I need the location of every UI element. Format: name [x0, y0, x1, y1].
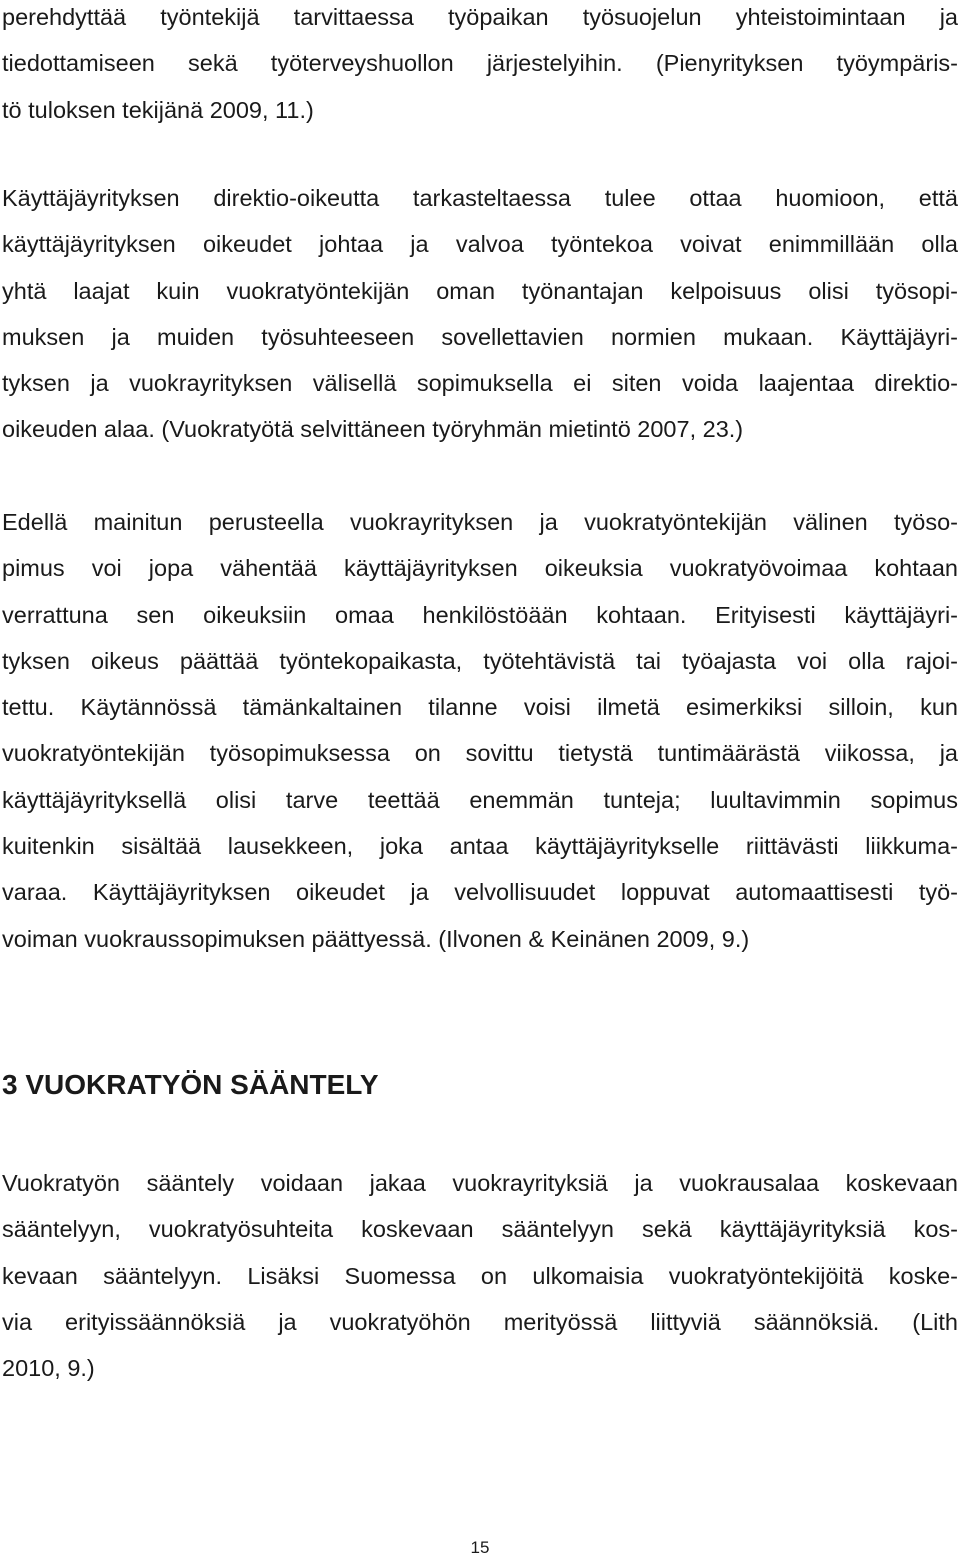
text-line: kuitenkin sisältää lausekkeen, joka antaa käyttäjäyritykselle riittävästi liikkuma- [2, 833, 958, 860]
text-line: muksen ja muiden työsuhteeseen sovellettavien normien mukaan. Käyttäjäyri- [2, 323, 958, 350]
text-line: käyttäjäyrityksellä olisi tarve teettää enemmän tunteja; luultavimmin sopimus [2, 786, 958, 813]
paragraph-1 [2, 0, 958, 133]
text-line: vuokratyöntekijän työsopimuksessa on sovittu tietystä tuntimäärästä viikossa, ja [2, 740, 958, 767]
paragraph-2 [2, 175, 958, 453]
text-line: perehdyttää työntekijä tarvittaessa työpaikan työsuojelun yhteistoimintaan ja [2, 4, 958, 30]
section-paragraph [2, 1160, 958, 1391]
text-line: Edellä mainitun perusteella vuokrayrityksen ja vuokratyöntekijän välinen työso- [2, 509, 958, 535]
text-line: via erityissäännöksiä ja vuokratyöhön merityössä liittyviä säännöksiä. (Lith [2, 1308, 958, 1335]
text-line: sääntelyyn, vuokratyösuhteita koskevaan sääntelyyn sekä käyttäjäyrityksiä kos- [2, 1216, 958, 1243]
text-line: varaa. Käyttäjäyrityksen oikeudet ja velvollisuudet loppuvat automaattisesti työ- [2, 879, 958, 906]
text-line: Käyttäjäyrityksen direktio-oikeutta tarkasteltaessa tulee ottaa huomioon, että [2, 185, 958, 211]
text-line: tettu. Käytännössä tämänkaltainen tilanne voisi ilmetä esimerkiksi silloin, kun [2, 694, 958, 721]
text-line: tyksen ja vuokrayrityksen välisellä sopimuksella ei siten voida laajentaa direktio- [2, 370, 958, 397]
text-line: tiedottamiseen sekä työterveyshuollon järjestelyihin. (Pienyrityksen työympäris- [2, 50, 958, 77]
text-line: 2010, 9.) [2, 1355, 95, 1382]
text-line: oikeuden alaa. (Vuokratyötä selvittäneen työryhmän mietintö 2007, 23.) [2, 416, 744, 443]
text-line: verrattuna sen oikeuksiin omaa henkilöstöään kohtaan. Erityisesti käyttäjäyri- [2, 601, 958, 628]
text-line: yhtä laajat kuin vuokratyöntekijän oman työnantajan kelpoisuus olisi työsopi- [2, 277, 958, 304]
text-line: Vuokratyön sääntely voidaan jakaa vuokrayrityksiä ja vuokrausalaa koskevaan [2, 1170, 958, 1196]
text-line: voiman vuokraussopimuksen päättyessä. (Ilvonen & Keinänen 2009, 9.) [2, 925, 750, 952]
text-line: käyttäjäyrityksen oikeudet johtaa ja valvoa työntekoa voivat enimmillään olla [2, 231, 958, 258]
text-line: tö tuloksen tekijänä 2009, 11.) [2, 96, 314, 123]
text-line: tyksen oikeus päättää työntekopaikasta, työtehtävistä tai työajasta voi olla rajoi- [2, 647, 958, 674]
page-number: 15 [470, 1538, 490, 1557]
text-line: pimus voi jopa vähentää käyttäjäyrityksen oikeuksia vuokratyövoimaa kohtaan [2, 555, 958, 582]
paragraph-3 [2, 499, 958, 962]
text-line: kevaan sääntelyyn. Lisäksi Suomessa on ulkomaisia vuokratyöntekijöitä koske- [2, 1262, 958, 1289]
section-heading: 3 VUOKRATYÖN SÄÄNTELY [2, 1069, 379, 1100]
